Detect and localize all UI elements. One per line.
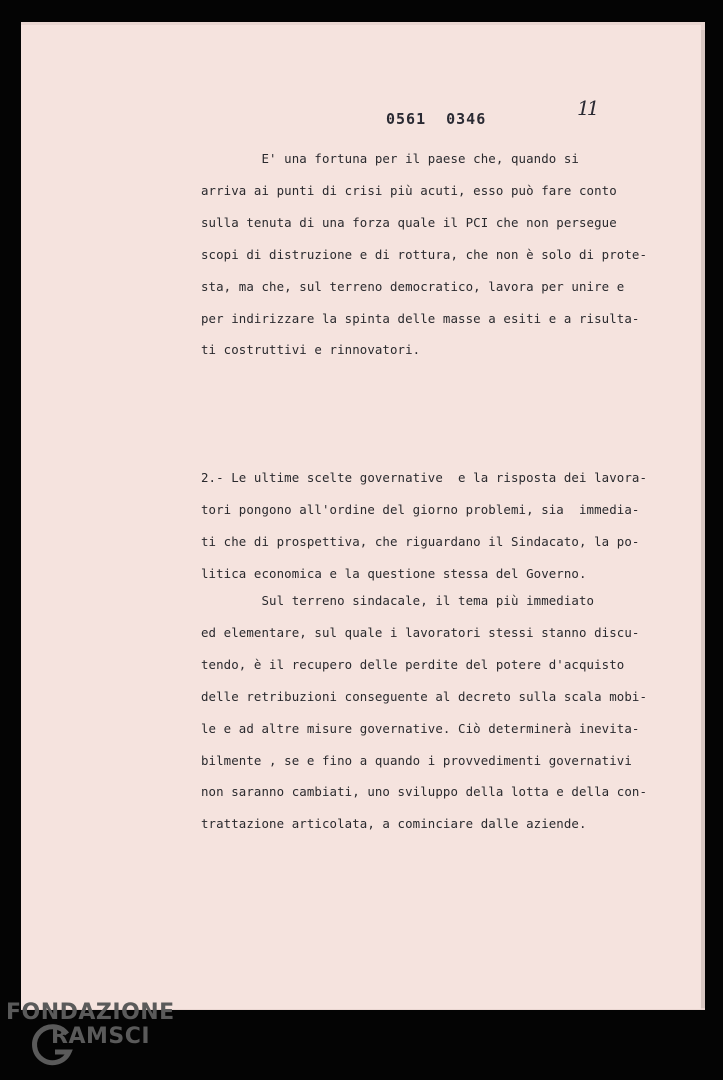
paper-edge (701, 30, 705, 1008)
handwritten-page-number: 11 (577, 96, 597, 120)
fondazione-gramsci-watermark (3, 1000, 203, 1075)
paragraph-2: 2.- Le ultime scelte governative e la risposta dei lavora- tori pongono all'ordine del giorno problemi, sia immedia- ti che di prospettiva, che riguardano il Sindacato, la po- litica economica e la questione stessa del Governo. (201, 470, 648, 581)
watermark-line2: RAMSCI (51, 1024, 151, 1049)
paragraph-1: E' una fortuna per il paese che, quando si arriva ai punti di crisi più acuti, esso può fare conto sulla tenuta di una forza quale il PCI che non persegue scopi di distruzione e di rottura, che non è solo di prote- sta, ma che, sul terreno democratico, lavora per unire e per indirizzare la spinta delle masse a esiti e a risulta- ti costruttivi e rinnovatori. (201, 151, 648, 358)
document-number-part2: 0346 (446, 110, 487, 128)
document-number (386, 110, 506, 128)
document-number-part1: 0561 (386, 110, 427, 128)
watermark-line1: FONDAZIONE (6, 1000, 175, 1025)
paragraph-3: Sul terreno sindacale, il tema più immediato ed elementare, sul quale i lavoratori stessi stanno discu- tendo, è il recupero delle perdite del potere d'acquisto delle retribuzioni conseguente al decreto sulla scala mobi- le e ad altre misure governative. Ciò determinerà inevita- bilmente , se e fino a quando i provvedimenti governativi non saranno cambiati, uno sviluppo della lotta e della con- trattazione articolata, a cominciare dalle aziende. (201, 593, 648, 832)
